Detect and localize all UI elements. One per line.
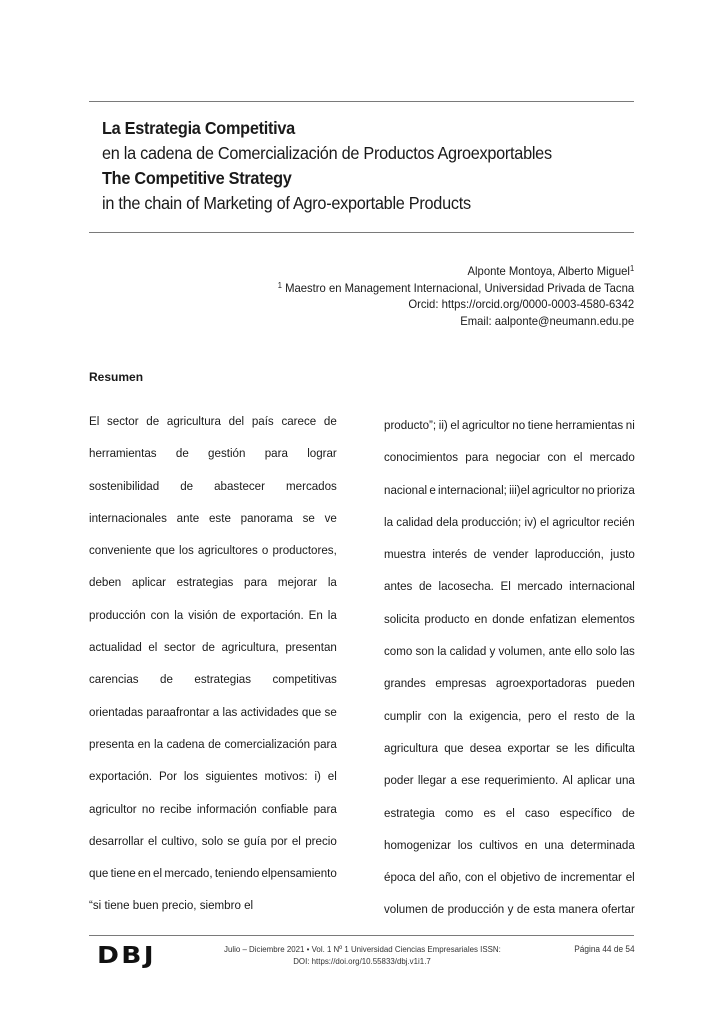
- abstract-line: agricultor no recibe información confiable para: [89, 801, 337, 816]
- journal-logo: DBJ: [97, 943, 156, 969]
- abstract-line: época del año, con el objetivo de incrementar el: [384, 870, 635, 885]
- footer-citation: [212, 943, 512, 967]
- abstract-line: la calidad dela producción; iv) el agricultor recién: [384, 514, 635, 529]
- abstract-line: herramientas de gestión para lograr: [89, 446, 337, 461]
- email-link[interactable]: Email: aalponte@neumann.edu.pe: [460, 313, 634, 328]
- abstract-line: producción con la visión de exportación. En la: [89, 607, 337, 622]
- abstract-line: antes de lacosecha. El mercado internacional: [384, 579, 635, 594]
- abstract-line: sostenibilidad de abastecer mercados: [89, 478, 337, 493]
- abstract-line: desarrollar el cultivo, solo se guía por el precio: [89, 833, 337, 848]
- abstract-line: que tiene en el mercado, teniendo elpensamiento: [89, 866, 337, 881]
- author-footnote-mark: 1: [629, 264, 634, 273]
- abstract-line: carencias de estrategias competitivas: [89, 672, 337, 687]
- abstract-line: exportación. Por los siguientes motivos: i) el: [89, 769, 337, 784]
- orcid-link[interactable]: Orcid: https://orcid.org/0000-0003-4580-6342: [408, 297, 634, 311]
- abstract-line: muestra interés de vender laproducción, justo: [384, 547, 635, 562]
- footer-rule: [89, 935, 634, 936]
- abstract-line: grandes empresas agroexportadoras pueden: [384, 676, 635, 691]
- top-rule: [89, 101, 634, 102]
- abstract-line: deben aplicar estrategias para mejorar la: [89, 575, 337, 590]
- title-bottom-rule: [89, 232, 634, 233]
- abstract-heading: Resumen: [89, 370, 144, 384]
- abstract-left-column: [89, 405, 337, 922]
- abstract-line: “si tiene buen precio, siembro el: [89, 898, 254, 913]
- abstract-line: actualidad el sector de agricultura, presentan: [89, 640, 337, 655]
- abstract-right-column: [384, 409, 635, 926]
- abstract-line: producto”; ii) el agricultor no tiene herramientas ni: [384, 418, 635, 432]
- subtitle-spanish: en la cadena de Comercialización de Productos Agroexportables: [102, 143, 552, 163]
- abstract-line: estrategia como es el caso específico de: [384, 805, 635, 820]
- footer-doi-link[interactable]: DOI: https://doi.org/10.55833/dbj.v1i1.7: [293, 956, 431, 966]
- abstract-line: agricultura que desea exportar se les dificulta: [384, 740, 635, 755]
- affiliation-line: [278, 280, 634, 297]
- subtitle-english: in the chain of Marketing of Agro-exportable Products: [102, 193, 471, 213]
- abstract-line: poder llegar a ese requerimiento. Al aplicar una: [384, 773, 635, 788]
- title-spanish: La Estrategia Competitiva: [102, 118, 295, 138]
- abstract-line: presenta en la cadena de comercialización para: [89, 736, 337, 751]
- author-name: Alponte Montoya, Alberto Miguel: [467, 264, 630, 278]
- abstract-line: conocimientos para negociar con el mercado: [384, 450, 635, 465]
- author-name-line: [278, 263, 634, 280]
- abstract-line: orientadas paraafrontar a las actividades que se: [89, 704, 337, 719]
- author-block: [255, 263, 634, 329]
- abstract-line: volumen de producción y de esta manera ofertar: [384, 902, 635, 917]
- abstract-line: internacionales ante este panorama se ve: [89, 510, 337, 525]
- abstract-line: El sector de agricultura del país carece de: [89, 414, 337, 428]
- abstract-line: solicita producto en donde enfatizan elementos: [384, 611, 635, 626]
- footer-journal-line: Julio – Diciembre 2021 • Vol. 1 Nº 1 Universidad Ciencias Empresariales ISSN:: [224, 944, 501, 954]
- abstract-line: conveniente que los agricultores o productores,: [89, 543, 337, 558]
- abstract-line: homogenizar los cultivos en una determinada: [384, 837, 635, 852]
- affiliation: Maestro en Management Internacional, Universidad Privada de Tacna: [284, 280, 634, 295]
- abstract-line: nacional e internacional; iii)el agricultor no prioriza: [384, 482, 635, 497]
- title-english: The Competitive Strategy: [102, 168, 292, 188]
- title-block: [102, 116, 642, 216]
- abstract-line: como son la calidad y volumen, ante ello solo las: [384, 644, 635, 659]
- affiliation-footnote-mark: 1: [277, 280, 282, 290]
- page-number: Página 44 de 54: [574, 944, 635, 954]
- abstract-line: cumplir con la exigencia, pero el resto de la: [384, 708, 635, 723]
